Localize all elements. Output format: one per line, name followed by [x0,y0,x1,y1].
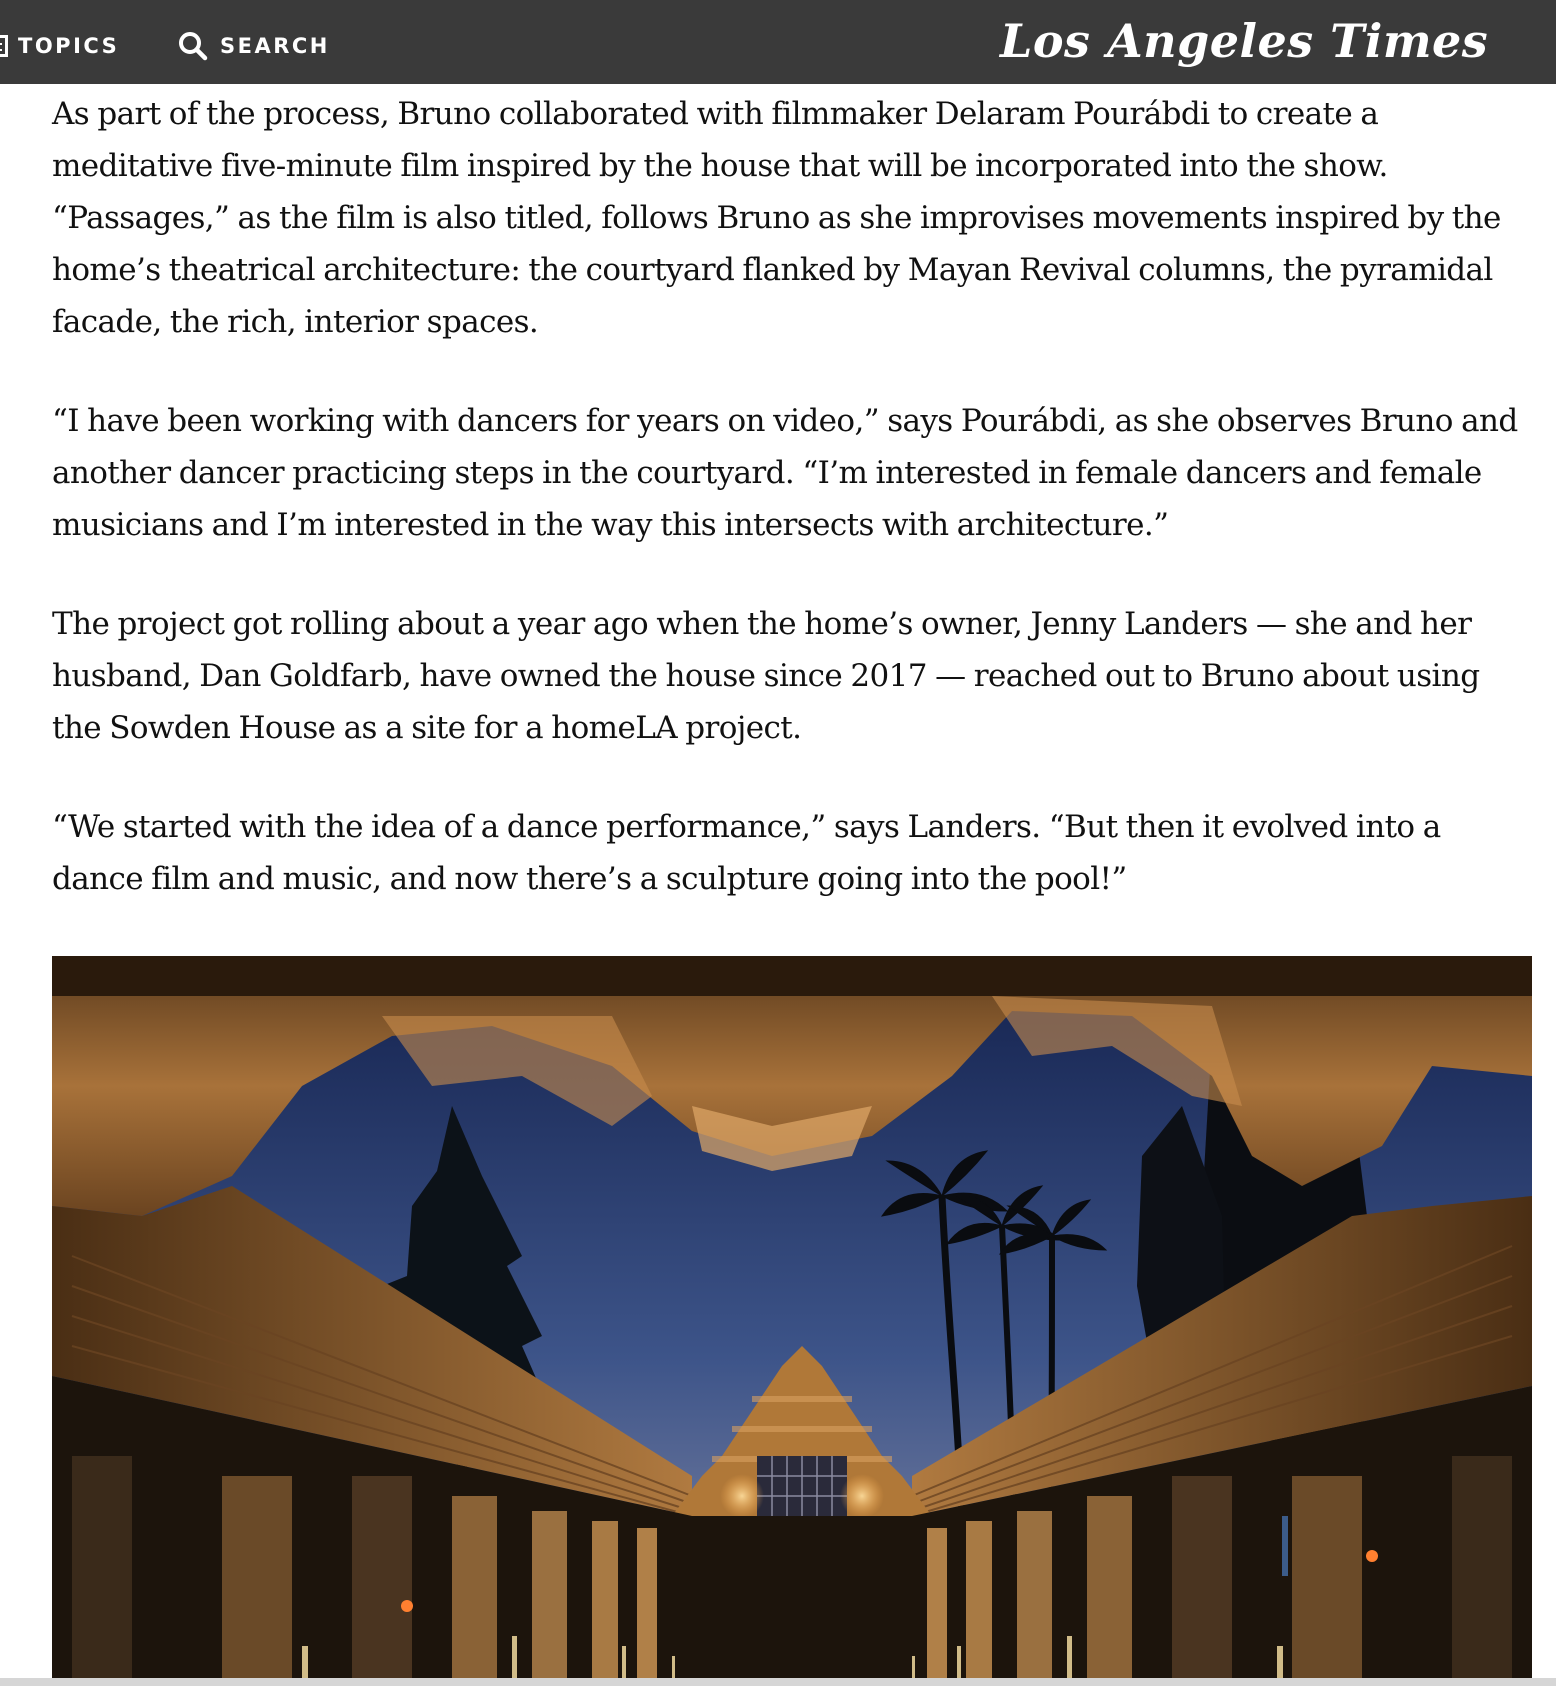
article-paragraph: “We started with the idea of a dance performance,” says Landers. “But then it evolved into a dance film and music, and now there’s a sculpture going into the pool!” [52,809,1441,897]
search-label: SEARCH [220,34,330,58]
topics-button[interactable] [0,26,119,66]
article-body [52,88,1532,952]
search-button[interactable] [176,26,330,66]
article-photo [52,956,1532,1686]
masthead-logo[interactable]: Los Angeles Times [1000,14,1489,68]
article-paragraph: “I have been working with dancers for years on video,” says Pourábdi, as she observes Bruno and another dancer practicing steps in the courtyard. “I’m interested in female dancers and female musicians and I’m interested in the way this intersects with architecture.” [52,403,1518,543]
article-paragraph: As part of the process, Bruno collaborated with filmmaker Delaram Pourábdi to create a meditative five-minute film inspired by the house that will be incorporated into the show. “Passages,” as the film is also titled, follows Bruno as she improvises movements inspired by the home’s theatrical architecture: the courtyard flanked by Mayan Revival columns, the pyramidal facade, the rich, interior spaces. [52,96,1501,340]
topics-label: TOPICS [18,34,120,58]
scrollbar-track [0,1678,1556,1686]
search-icon [176,29,210,63]
article-paragraph: The project got rolling about a year ago when the home’s owner, Jenny Landers — she and her husband, Dan Goldfarb, have owned the house since 2017 — reached out to Bruno about using the Sowden House as a site for a homeLA project. [52,606,1480,746]
menu-icon [0,35,8,57]
site-header [0,0,1556,84]
courtyard-photo-image [52,956,1532,1686]
